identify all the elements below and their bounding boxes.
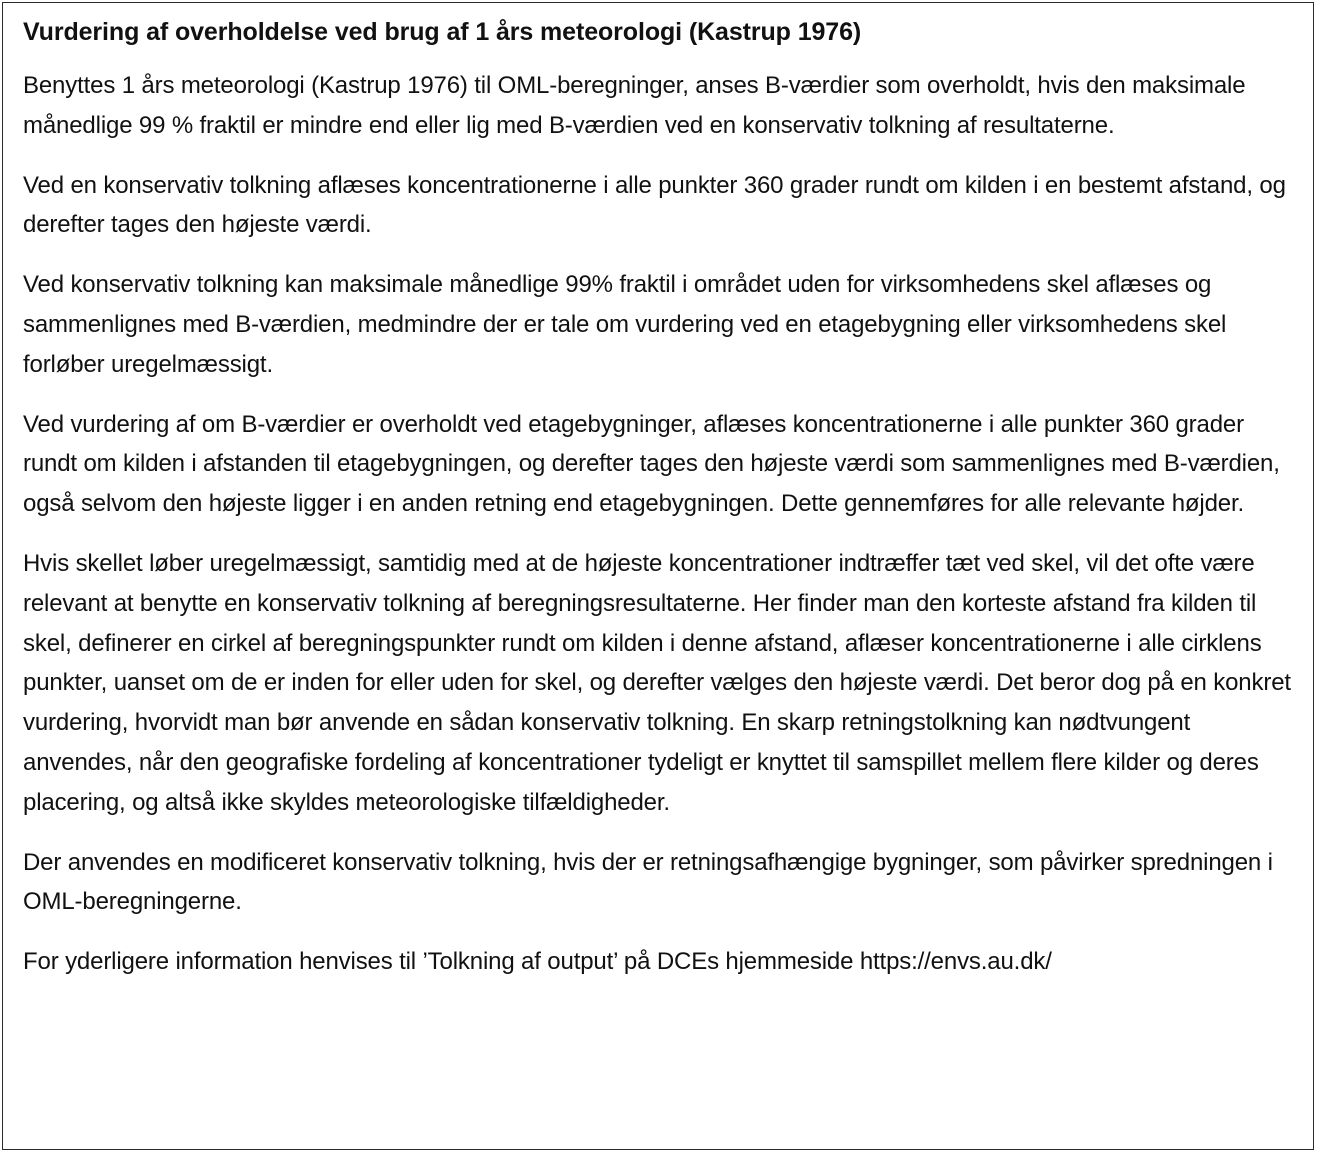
paragraph-5: Hvis skellet løber uregelmæssigt, samtidig med at de højeste koncentrationer indtræffer tæt ved skel, vil det ofte være relevant at benytte en konservativ tolkning af beregningsresultaterne. Her finder man den korteste afstand fra kilden til skel, definerer en cirkel af beregningspunkter rundt om kilden i denne afstand, aflæser koncentrationerne i alle cirklens punkter, uanset om de er inden for eller uden for skel, og derefter vælges den højeste værdi. Det beror dog på en konkret vurdering, hvorvidt man bør anvende en sådan konservativ tolkning. En skarp retningstolkning kan nødtvungent anvendes, når den geografiske fordeling af koncentrationer tydeligt er knyttet til samspillet mellem flere kilder og deres placering, og altså ikke skyldes meteorologiske tilfældigheder. [23, 549, 1291, 816]
paragraph-3: Ved konservativ tolkning kan maksimale månedlige 99% fraktil i området uden for virksomhedens skel aflæses og sammenlignes med B-værdien, medmindre der er tale om vurdering ved en etagebygning eller virksomhedens skel forløber uregelmæssigt. [23, 271, 1227, 378]
paragraph-6: Der anvendes en modificeret konservativ tolkning, hvis der er retningsafhængige bygninger, som påvirker spredningen i OML-beregningerne. [23, 848, 1273, 916]
text-box [2, 2, 1314, 1150]
paragraph-4: Ved vurdering af om B-værdier er overholdt ved etagebygninger, aflæses koncentrationerne i alle punkter 360 grader rundt om kilden i afstanden til etagebygningen, og derefter tages den højeste værdi som sammenlignes med B-værdien, også selvom den højeste ligger i en anden retning end etagebygningen. Dette gennemføres for alle relevante højder. [23, 410, 1280, 518]
paragraph-2: Ved en konservativ tolkning aflæses koncentrationerne i alle punkter 360 grader rundt om kilden i en bestemt afstand, og derefter tages den højeste værdi. [23, 171, 1286, 239]
box-title: Vurdering af overholdelse ved brug af 1 års meteorologi (Kastrup 1976) [23, 18, 862, 46]
paragraph-1: Benyttes 1 års meteorologi (Kastrup 1976) til OML-beregninger, anses B-værdier som overholdt, hvis den maksimale månedlige 99 % fraktil er mindre end eller lig med B-værdien ved en konservativ tolkning af resultaterne. [23, 72, 1246, 139]
paragraph-7: For yderligere information henvises til ’Tolkning af output’ på DCEs hjemmeside https://envs.au.dk/ [23, 948, 1052, 976]
